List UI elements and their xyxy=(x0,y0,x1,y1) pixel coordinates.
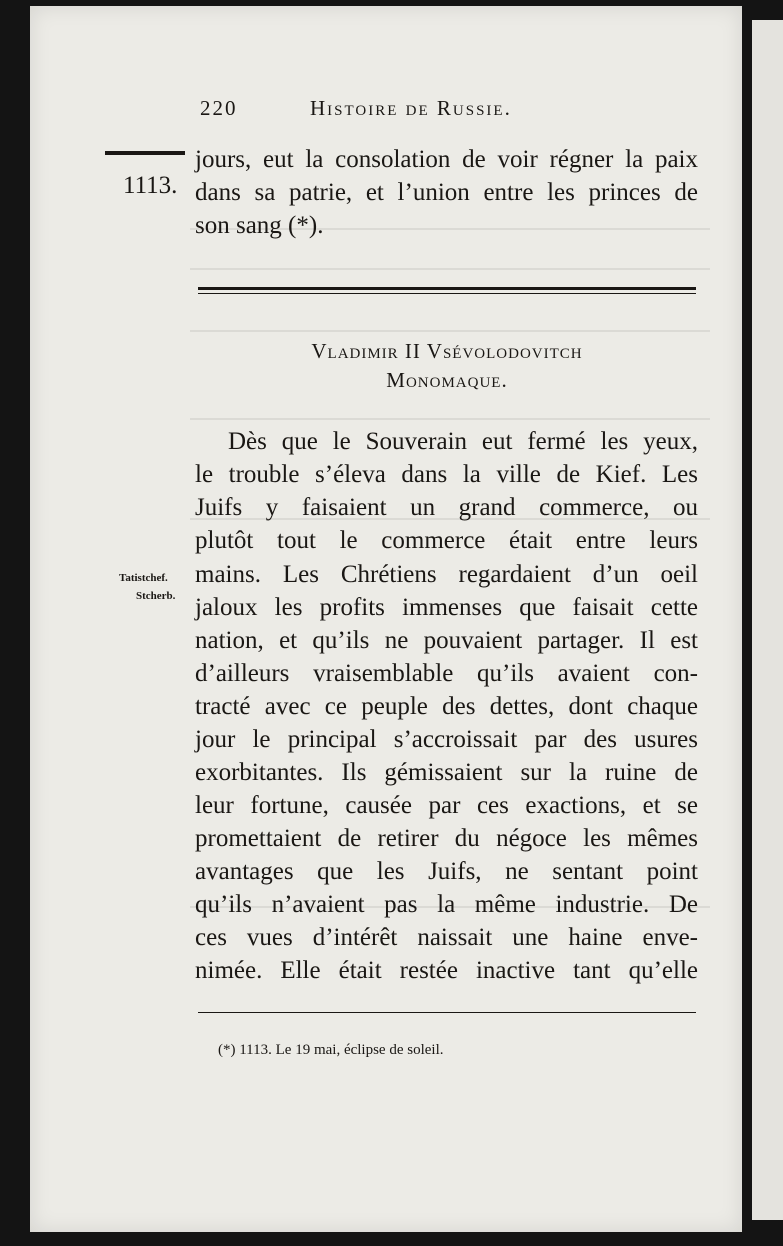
body-line: nimée. Elle était restée inactive tant qu’elle xyxy=(195,957,698,984)
running-title: Histoire de Russie. xyxy=(310,96,512,120)
body-line: Dès que le Souverain eut fermé les yeux, xyxy=(228,428,698,455)
body-line: leur fortune, causée par ces exactions, et se xyxy=(195,792,698,819)
body-line: le trouble s’éleva dans la ville de Kief. Les xyxy=(195,461,698,488)
body-line: Juifs y faisaient un grand commerce, ou xyxy=(195,494,698,521)
body-line: exorbitantes. Ils gémissaient sur la ruine de xyxy=(195,759,698,786)
divider-rule xyxy=(198,293,696,294)
margin-year: 1113. xyxy=(123,172,178,199)
intro-line: jours, eut la consolation de voir régner la paix xyxy=(195,146,698,173)
page-number: 220 xyxy=(200,96,238,120)
show-through xyxy=(190,418,710,420)
body-line: plutôt tout le commerce était entre leurs xyxy=(195,527,698,554)
body-line: d’ailleurs vraisemblable qu’ils avaient con- xyxy=(195,660,698,687)
body-line: promettaient de retirer du négoce les mêmes xyxy=(195,825,698,852)
chapter-title: Vladimir II Vsévolodovitch xyxy=(311,339,583,363)
body-line: nation, et qu’ils ne pouvaient partager. Il est xyxy=(195,627,698,654)
footnote: (*) 1113. Le 19 mai, éclipse de soleil. xyxy=(218,1042,444,1058)
body-line: avantages que les Juifs, ne sentant point xyxy=(195,858,698,885)
adjacent-page-edge xyxy=(752,20,783,1220)
body-line: qu’ils n’avaient pas la même industrie. De xyxy=(195,891,698,918)
body-line: mains. Les Chrétiens regardaient d’un oeil xyxy=(195,561,698,588)
side-note-stcherb: Stcherb. xyxy=(136,590,176,602)
divider-rule xyxy=(198,287,696,290)
side-note-tatistchef: Tatistchef. xyxy=(119,572,168,584)
margin-bar xyxy=(105,151,185,155)
body-line: jour le principal s’accroissait par des usures xyxy=(195,726,698,753)
body-line: ces vues d’intérêt naissait une haine enve- xyxy=(195,924,698,951)
show-through xyxy=(190,268,710,270)
show-through xyxy=(190,330,710,332)
intro-line: dans sa patrie, et l’union entre les princes de xyxy=(195,179,698,206)
body-line: jaloux les profits immenses que faisait cette xyxy=(195,594,698,621)
footnote-rule xyxy=(198,1012,696,1013)
intro-line: son sang (*). xyxy=(195,212,324,239)
chapter-subtitle: Monomaque. xyxy=(386,368,508,392)
body-line: tracté avec ce peuple des dettes, dont chaque xyxy=(195,693,698,720)
